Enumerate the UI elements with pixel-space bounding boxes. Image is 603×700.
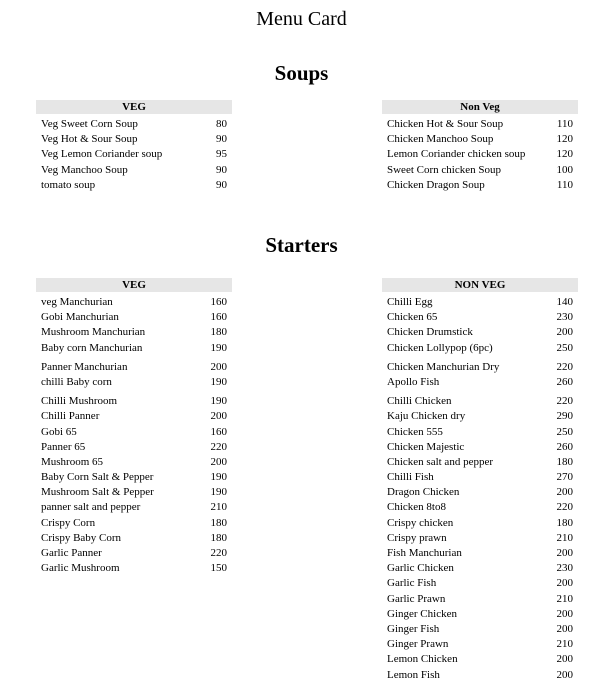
menu-item-row: [382, 132, 578, 147]
menu-item-name: Chicken salt and pepper: [387, 455, 493, 468]
menu-item-name: veg Manchurian: [41, 296, 113, 308]
menu-item-name: tomato soup: [41, 178, 96, 191]
menu-item-name: Veg Sweet Corn Soup: [41, 118, 138, 130]
menu-item-name: Mushroom Manchurian: [41, 326, 146, 339]
menu-item-price: 210: [556, 531, 573, 544]
menu-item-price: 190: [210, 395, 227, 408]
menu-item-name: Chicken 8to8: [387, 501, 446, 514]
menu-item-price: 190: [210, 486, 227, 499]
menu-item-price: 80: [216, 118, 227, 130]
menu-item-name: Garlic Fish: [387, 577, 437, 590]
menu-item-name: Ginger Prawn: [387, 638, 449, 651]
menu-item-price: 220: [556, 395, 573, 408]
menu-item-name: chilli Baby corn: [41, 375, 112, 388]
menu-item-name: Baby corn Manchurian: [41, 341, 143, 354]
menu-item-name: Garlic Prawn: [387, 592, 446, 605]
menu-item-row: [382, 652, 578, 667]
menu-item-name: Chicken 555: [387, 425, 443, 438]
menu-item-price: 90: [216, 163, 227, 176]
menu-item-row: [382, 470, 578, 485]
menu-item-name: Chilli Egg: [387, 296, 433, 308]
menu-item-row: [36, 485, 232, 500]
menu-item-name: Chilli Fish: [387, 471, 434, 484]
starters-nonveg-table: [382, 278, 578, 683]
menu-item-row: [382, 147, 578, 162]
menu-item-name: Fish Manchurian: [387, 547, 462, 559]
menu-item-name: Ginger Fish: [387, 622, 440, 635]
menu-item-price: 200: [556, 668, 573, 681]
menu-item-name: Garlic Mushroom: [41, 562, 120, 575]
menu-item-price: 220: [556, 360, 573, 373]
menu-item-name: Dragon Chicken: [387, 486, 460, 499]
menu-item-row: [36, 178, 232, 193]
menu-item-row: [36, 531, 232, 546]
menu-item-price: 180: [556, 455, 573, 468]
menu-item-price: 150: [210, 562, 227, 575]
menu-item-price: 220: [556, 501, 573, 514]
menu-item-row: [36, 440, 232, 455]
menu-item-name: Mushroom Salt & Pepper: [41, 486, 154, 499]
menu-item-price: 110: [556, 118, 573, 130]
menu-item-name: Chicken Majestic: [387, 440, 465, 453]
menu-item-price: 190: [210, 375, 227, 388]
menu-item-price: 100: [556, 163, 573, 176]
table-header: VEG: [36, 278, 232, 292]
menu-item-price: 190: [210, 341, 227, 354]
menu-item-price: 200: [556, 547, 573, 559]
menu-item-row: [36, 546, 232, 561]
menu-item-row: [36, 375, 232, 390]
menu-item-row: [382, 607, 578, 622]
menu-item-row: [36, 341, 232, 356]
menu-item-name: Garlic Chicken: [387, 562, 454, 575]
starters-heading: Starters: [265, 233, 338, 257]
menu-item-price: 200: [210, 360, 227, 373]
menu-item-row: [382, 178, 578, 193]
menu-item-name: Chicken Manchurian Dry: [387, 360, 500, 373]
menu-item-price: 220: [210, 547, 227, 559]
menu-item-row: [382, 394, 578, 409]
menu-item-price: 290: [556, 410, 573, 423]
menu-item-row: [382, 516, 578, 531]
table-body: [36, 117, 232, 193]
menu-item-row: [382, 360, 578, 375]
menu-item-row: [36, 117, 232, 132]
menu-item-row: [36, 561, 232, 576]
soups-veg-table: [36, 100, 232, 193]
menu-item-name: Apollo Fish: [387, 375, 440, 388]
menu-item-row: [36, 325, 232, 340]
menu-item-row: [36, 455, 232, 470]
menu-item-name: Baby Corn Salt & Pepper: [41, 471, 154, 484]
menu-item-name: Veg Manchoo Soup: [41, 163, 128, 176]
menu-item-price: 200: [556, 577, 573, 590]
menu-item-name: Veg Lemon Coriander soup: [41, 148, 163, 161]
menu-item-row: [36, 163, 232, 178]
menu-item-row: [382, 117, 578, 132]
menu-item-price: 220: [210, 440, 227, 453]
menu-item-name: Kaju Chicken dry: [387, 410, 466, 423]
menu-item-price: 120: [556, 133, 573, 146]
menu-item-row: [382, 409, 578, 424]
table-header: NON VEG: [382, 278, 578, 292]
menu-item-price: 95: [216, 148, 227, 161]
menu-item-name: Crispy Corn: [41, 516, 96, 529]
menu-item-row: [36, 295, 232, 310]
menu-item-price: 190: [210, 471, 227, 484]
menu-item-name: Chilli Chicken: [387, 395, 452, 408]
menu-item-name: Panner 65: [41, 440, 86, 453]
menu-item-name: Veg Hot & Sour Soup: [41, 133, 138, 146]
menu-item-price: 260: [556, 440, 573, 453]
menu-item-price: 120: [556, 148, 573, 161]
menu-item-price: 200: [556, 486, 573, 499]
menu-item-row: [382, 425, 578, 440]
menu-item-name: Ginger Chicken: [387, 607, 457, 620]
menu-item-price: 160: [210, 311, 227, 324]
menu-item-row: [382, 531, 578, 546]
menu-item-name: Crispy Baby Corn: [41, 531, 122, 544]
menu-item-price: 250: [556, 425, 573, 438]
menu-item-name: Chicken Hot & Sour Soup: [387, 118, 504, 130]
table-body: [382, 117, 578, 193]
menu-item-price: 200: [556, 607, 573, 620]
menu-item-name: Panner Manchurian: [41, 360, 128, 373]
menu-item-price: 140: [556, 296, 573, 308]
menu-item-name: Chicken Manchoo Soup: [387, 133, 494, 146]
menu-item-name: Lemon Fish: [387, 668, 440, 681]
menu-item-price: 250: [556, 341, 573, 354]
menu-item-name: Crispy chicken: [387, 516, 454, 529]
menu-item-row: [382, 455, 578, 470]
menu-item-row: [382, 561, 578, 576]
menu-item-row: [382, 295, 578, 310]
menu-item-row: [382, 592, 578, 607]
menu-item-row: [36, 132, 232, 147]
menu-item-name: Gobi Manchurian: [41, 311, 119, 324]
menu-item-price: 160: [210, 425, 227, 438]
menu-item-price: 230: [556, 562, 573, 575]
menu-item-name: Chilli Panner: [41, 410, 100, 423]
menu-item-row: [382, 440, 578, 455]
menu-item-row: [36, 310, 232, 325]
menu-item-price: 200: [210, 455, 227, 468]
menu-item-price: 210: [556, 638, 573, 651]
menu-item-row: [382, 341, 578, 356]
menu-item-row: [36, 394, 232, 409]
menu-item-row: [382, 546, 578, 561]
menu-item-name: Garlic Panner: [41, 547, 102, 559]
menu-item-price: 160: [210, 296, 227, 308]
soups-nonveg-table: [382, 100, 578, 193]
menu-item-row: [382, 622, 578, 637]
menu-item-row: [382, 576, 578, 591]
menu-item-name: Lemon Coriander chicken soup: [387, 148, 526, 161]
menu-item-price: 90: [216, 133, 227, 146]
menu-item-row: [36, 516, 232, 531]
menu-item-price: 210: [556, 592, 573, 605]
menu-item-name: Chicken 65: [387, 311, 438, 324]
menu-item-price: 210: [210, 501, 227, 514]
menu-item-price: 180: [210, 326, 227, 339]
menu-item-row: [36, 470, 232, 485]
menu-item-price: 180: [210, 531, 227, 544]
menu-item-row: [382, 163, 578, 178]
menu-item-row: [382, 325, 578, 340]
menu-item-name: Chilli Mushroom: [41, 395, 118, 408]
menu-item-price: 180: [556, 516, 573, 529]
menu-item-row: [382, 637, 578, 652]
table-header: Non Veg: [382, 100, 578, 114]
table-body: [382, 295, 578, 683]
soups-heading: Soups: [274, 61, 329, 85]
menu-item-name: Crispy prawn: [387, 531, 447, 544]
menu-item-price: 200: [556, 622, 573, 635]
menu-item-price: 230: [556, 311, 573, 324]
menu-item-price: 110: [556, 178, 573, 191]
menu-item-row: [36, 425, 232, 440]
menu-item-row: [382, 485, 578, 500]
menu-item-price: 270: [556, 471, 573, 484]
starters-veg-table: [36, 278, 232, 576]
page-title: Menu Card: [256, 8, 347, 30]
menu-item-row: [36, 409, 232, 424]
menu-item-name: Chicken Dragon Soup: [387, 178, 485, 191]
menu-item-name: panner salt and pepper: [41, 501, 141, 514]
table-body: [36, 295, 232, 576]
menu-item-name: Gobi 65: [41, 425, 77, 438]
menu-item-price: 260: [556, 375, 573, 388]
menu-item-row: [36, 360, 232, 375]
menu-item-name: Lemon Chicken: [387, 653, 458, 666]
menu-item-price: 200: [210, 410, 227, 423]
menu-item-price: 200: [556, 326, 573, 339]
menu-item-row: [382, 500, 578, 515]
menu-item-row: [36, 500, 232, 515]
menu-item-row: [382, 668, 578, 683]
menu-item-name: Mushroom 65: [41, 455, 104, 468]
menu-item-name: Sweet Corn chicken Soup: [387, 163, 501, 176]
menu-item-name: Chicken Drumstick: [387, 326, 473, 339]
menu-item-name: Chicken Lollypop (6pc): [387, 341, 493, 354]
menu-item-price: 180: [210, 516, 227, 529]
menu-item-price: 200: [556, 653, 573, 666]
menu-item-row: [36, 147, 232, 162]
table-header: VEG: [36, 100, 232, 114]
menu-item-row: [382, 310, 578, 325]
menu-item-row: [382, 375, 578, 390]
menu-item-price: 90: [216, 178, 227, 191]
